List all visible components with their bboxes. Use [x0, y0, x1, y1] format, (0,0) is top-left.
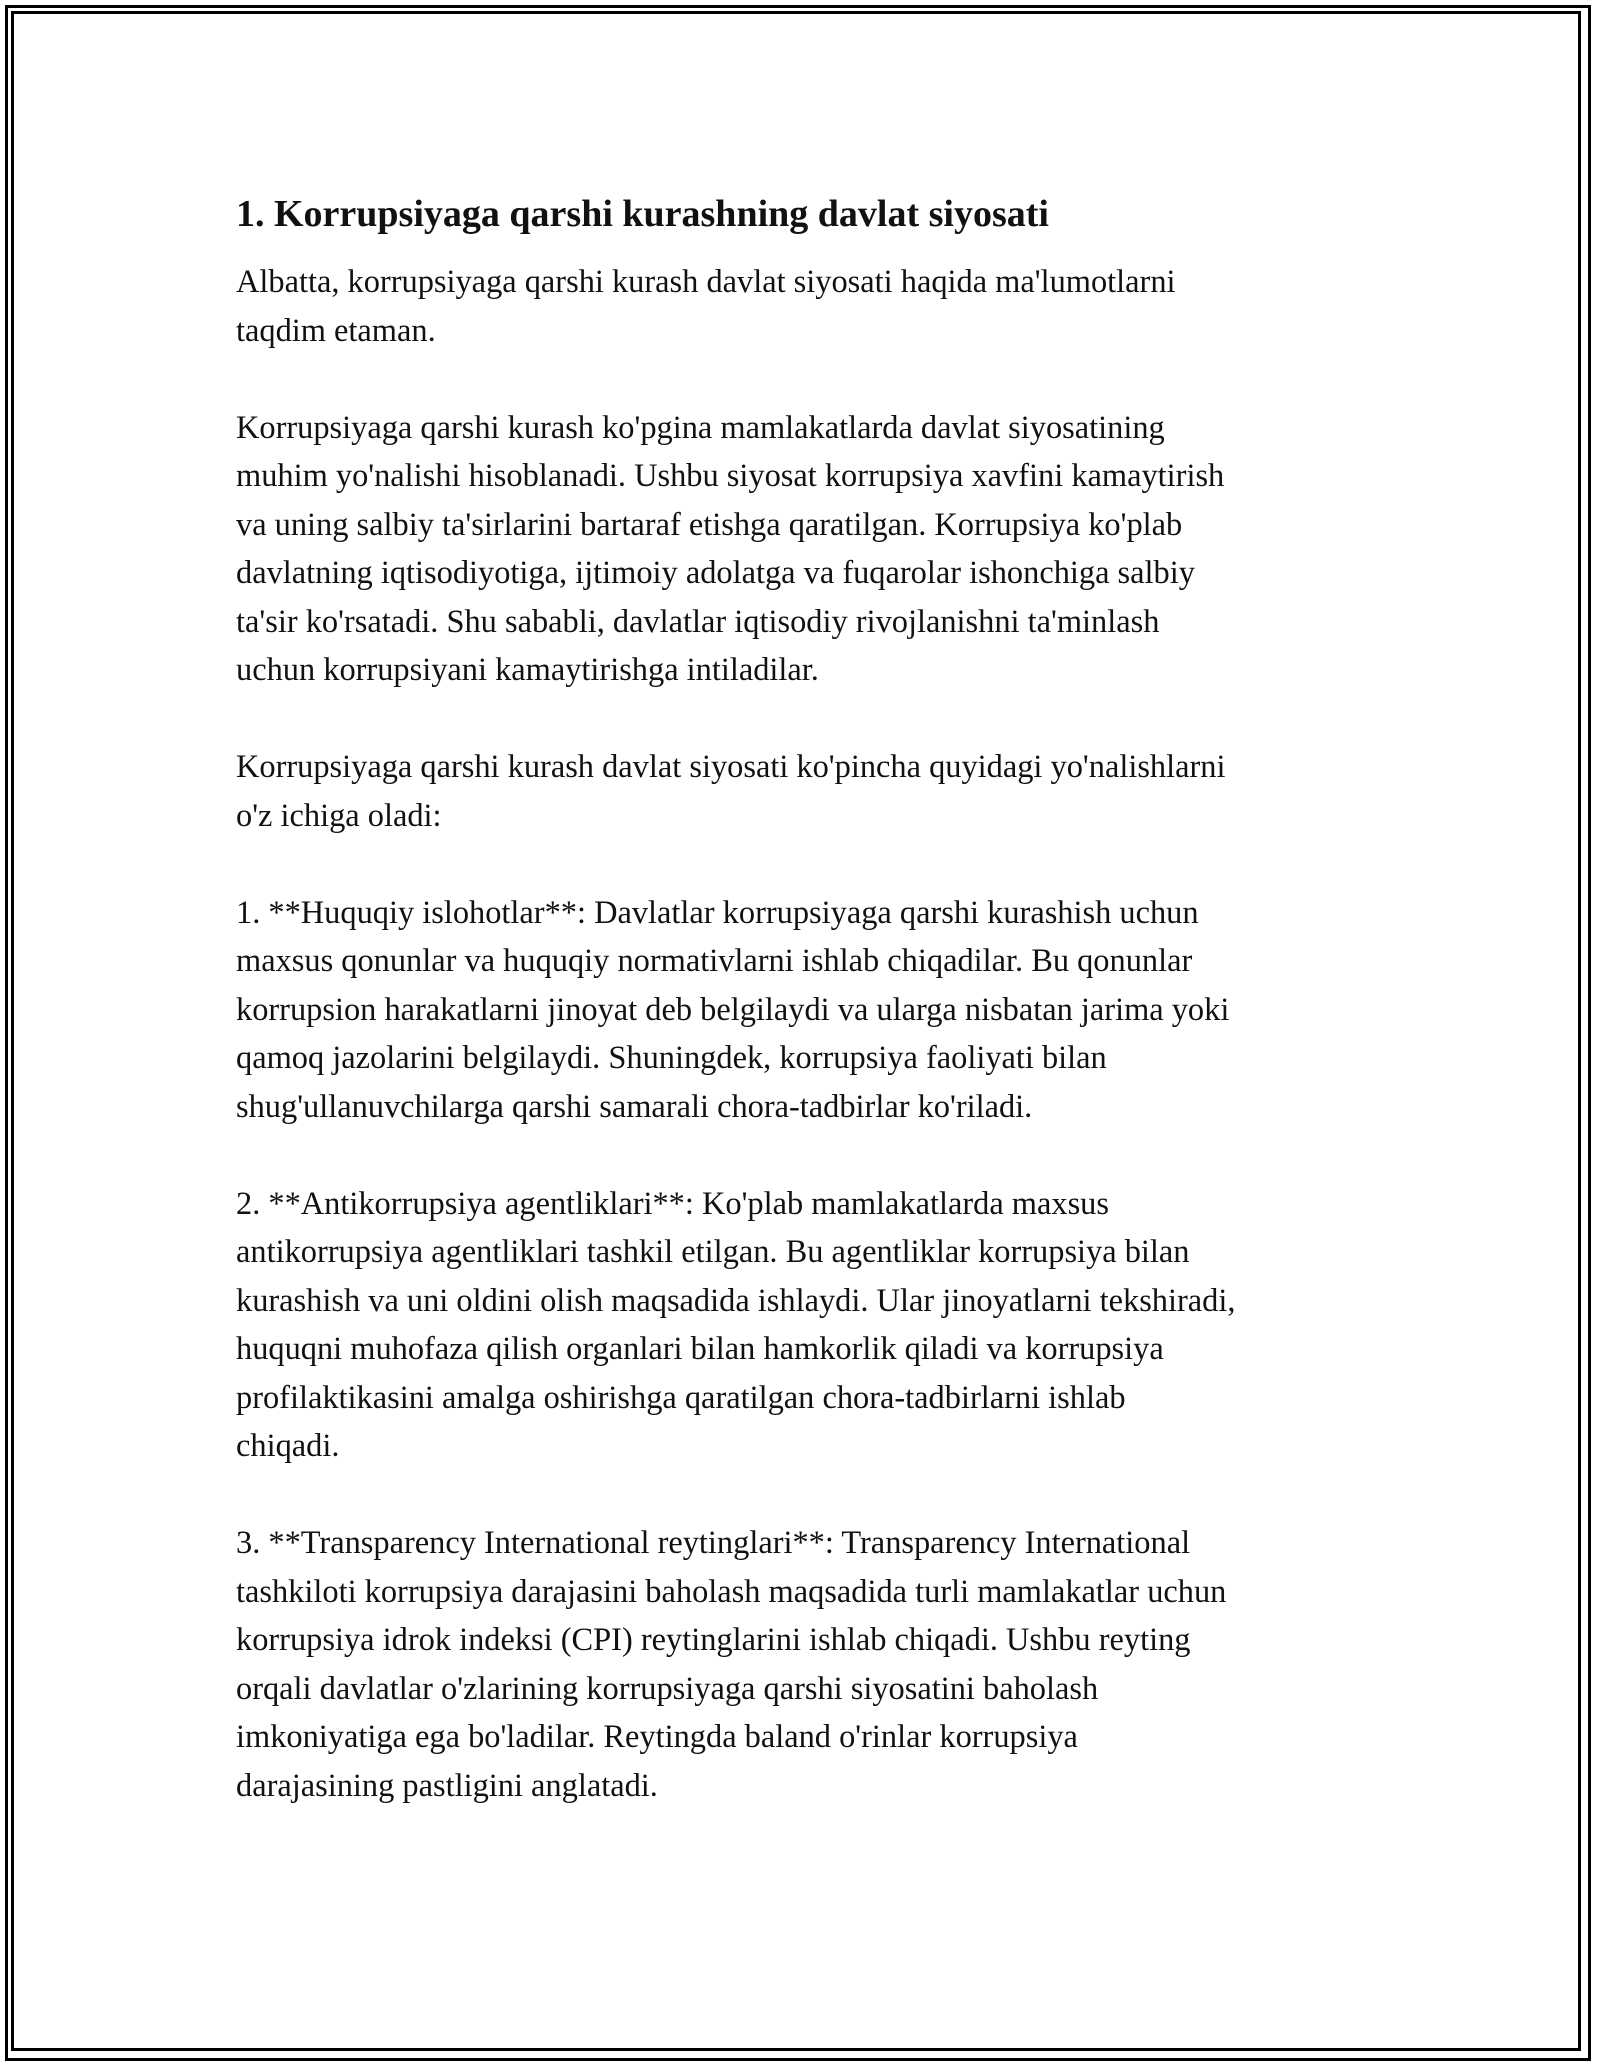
- list-item-transparency-ratings: [236, 1519, 1376, 1810]
- text-line: davlatning iqtisodiyotiga, ijtimoiy adolatga va fuqarolar ishonchiga salbiy: [236, 555, 1195, 591]
- text-line: uchun korrupsiyani kamaytirishga intiladilar.: [236, 652, 819, 688]
- text-line: orqali davlatlar o'zlarining korrupsiyaga qarshi siyosatini baholash: [236, 1670, 1099, 1707]
- text-line: imkoniyatiga ega bo'ladilar. Reytingda baland o'rinlar korrupsiya: [236, 1719, 1078, 1755]
- text-line: chiqadi.: [236, 1428, 340, 1464]
- paragraph-overview: [236, 404, 1376, 695]
- text-line: kurashish va uni oldini olish maqsadida ishlaydi. Ular jinoyatlarni tekshiradi,: [236, 1282, 1236, 1319]
- text-line: korrupsion harakatlarni jinoyat deb belgilaydi va ularga nisbatan jarima yoki: [236, 991, 1230, 1028]
- text-line: shug'ullanuvchilarga qarshi samarali chora-tadbirlar ko'riladi.: [236, 1088, 1033, 1125]
- text-line: taqdim etaman.: [236, 312, 436, 349]
- list-item-anticorruption-agencies: [236, 1180, 1376, 1471]
- paragraph-directions-intro: [236, 743, 1376, 840]
- text-line: huquqni muhofaza qilish organlari bilan hamkorlik qiladi va korrupsiya: [236, 1331, 1164, 1367]
- text-line: Korrupsiyaga qarshi kurash ko'pgina mamlakatlarda davlat siyosatining: [236, 409, 1165, 446]
- text-line: maxsus qonunlar va huquqiy normativlarni ishlab chiqadilar. Bu qonunlar: [236, 943, 1193, 979]
- text-line: Korrupsiyaga qarshi kurash davlat siyosati ko'pincha quyidagi yo'nalishlarni: [236, 749, 1226, 785]
- text-line: qamoq jazolarini belgilaydi. Shuningdek, korrupsiya faoliyati bilan: [236, 1040, 1107, 1076]
- text-line: va uning salbiy ta'sirlarini bartaraf etishga qaratilgan. Korrupsiya ko'plab: [236, 506, 1183, 543]
- text-line: 1. **Huquqiy islohotlar**: Davlatlar korrupsiyaga qarshi kurashish uchun: [236, 894, 1199, 931]
- text-line: muhim yo'nalishi hisoblanadi. Ushbu siyosat korrupsiya xavfini kamaytirish: [236, 458, 1225, 494]
- text-line: korrupsiya idrok indeksi (CPI) reytinglarini ishlab chiqadi. Ushbu reyting: [236, 1622, 1191, 1658]
- text-line: antikorrupsiya agentliklari tashkil etilgan. Bu agentliklar korrupsiya bilan: [236, 1234, 1190, 1270]
- paragraph-intro: [236, 258, 1376, 355]
- text-line: o'z ichiga oladi:: [236, 797, 442, 834]
- text-line: profilaktikasini amalga oshirishga qaratilgan chora-tadbirlarni ishlab: [236, 1379, 1126, 1416]
- text-line: darajasining pastligini anglatadi.: [236, 1767, 658, 1804]
- document-title: 1. Korrupsiyaga qarshi kurashning davlat siyosati: [236, 193, 1049, 235]
- document-body: [236, 188, 1376, 1859]
- text-line: ta'sir ko'rsatadi. Shu sababli, davlatlar iqtisodiy rivojlanishni ta'minlash: [236, 603, 1160, 640]
- text-line: 3. **Transparency International reytinglari**: Transparency International: [236, 1525, 1191, 1561]
- text-line: Albatta, korrupsiyaga qarshi kurash davlat siyosati haqida ma'lumotlarni: [236, 264, 1176, 300]
- text-line: 2. **Antikorrupsiya agentliklari**: Ko'plab mamlakatlarda maxsus: [236, 1185, 1109, 1222]
- list-item-legal-reforms: [236, 889, 1376, 1132]
- text-line: tashkiloti korrupsiya darajasini baholash maqsadida turli mamlakatlar uchun: [236, 1573, 1227, 1610]
